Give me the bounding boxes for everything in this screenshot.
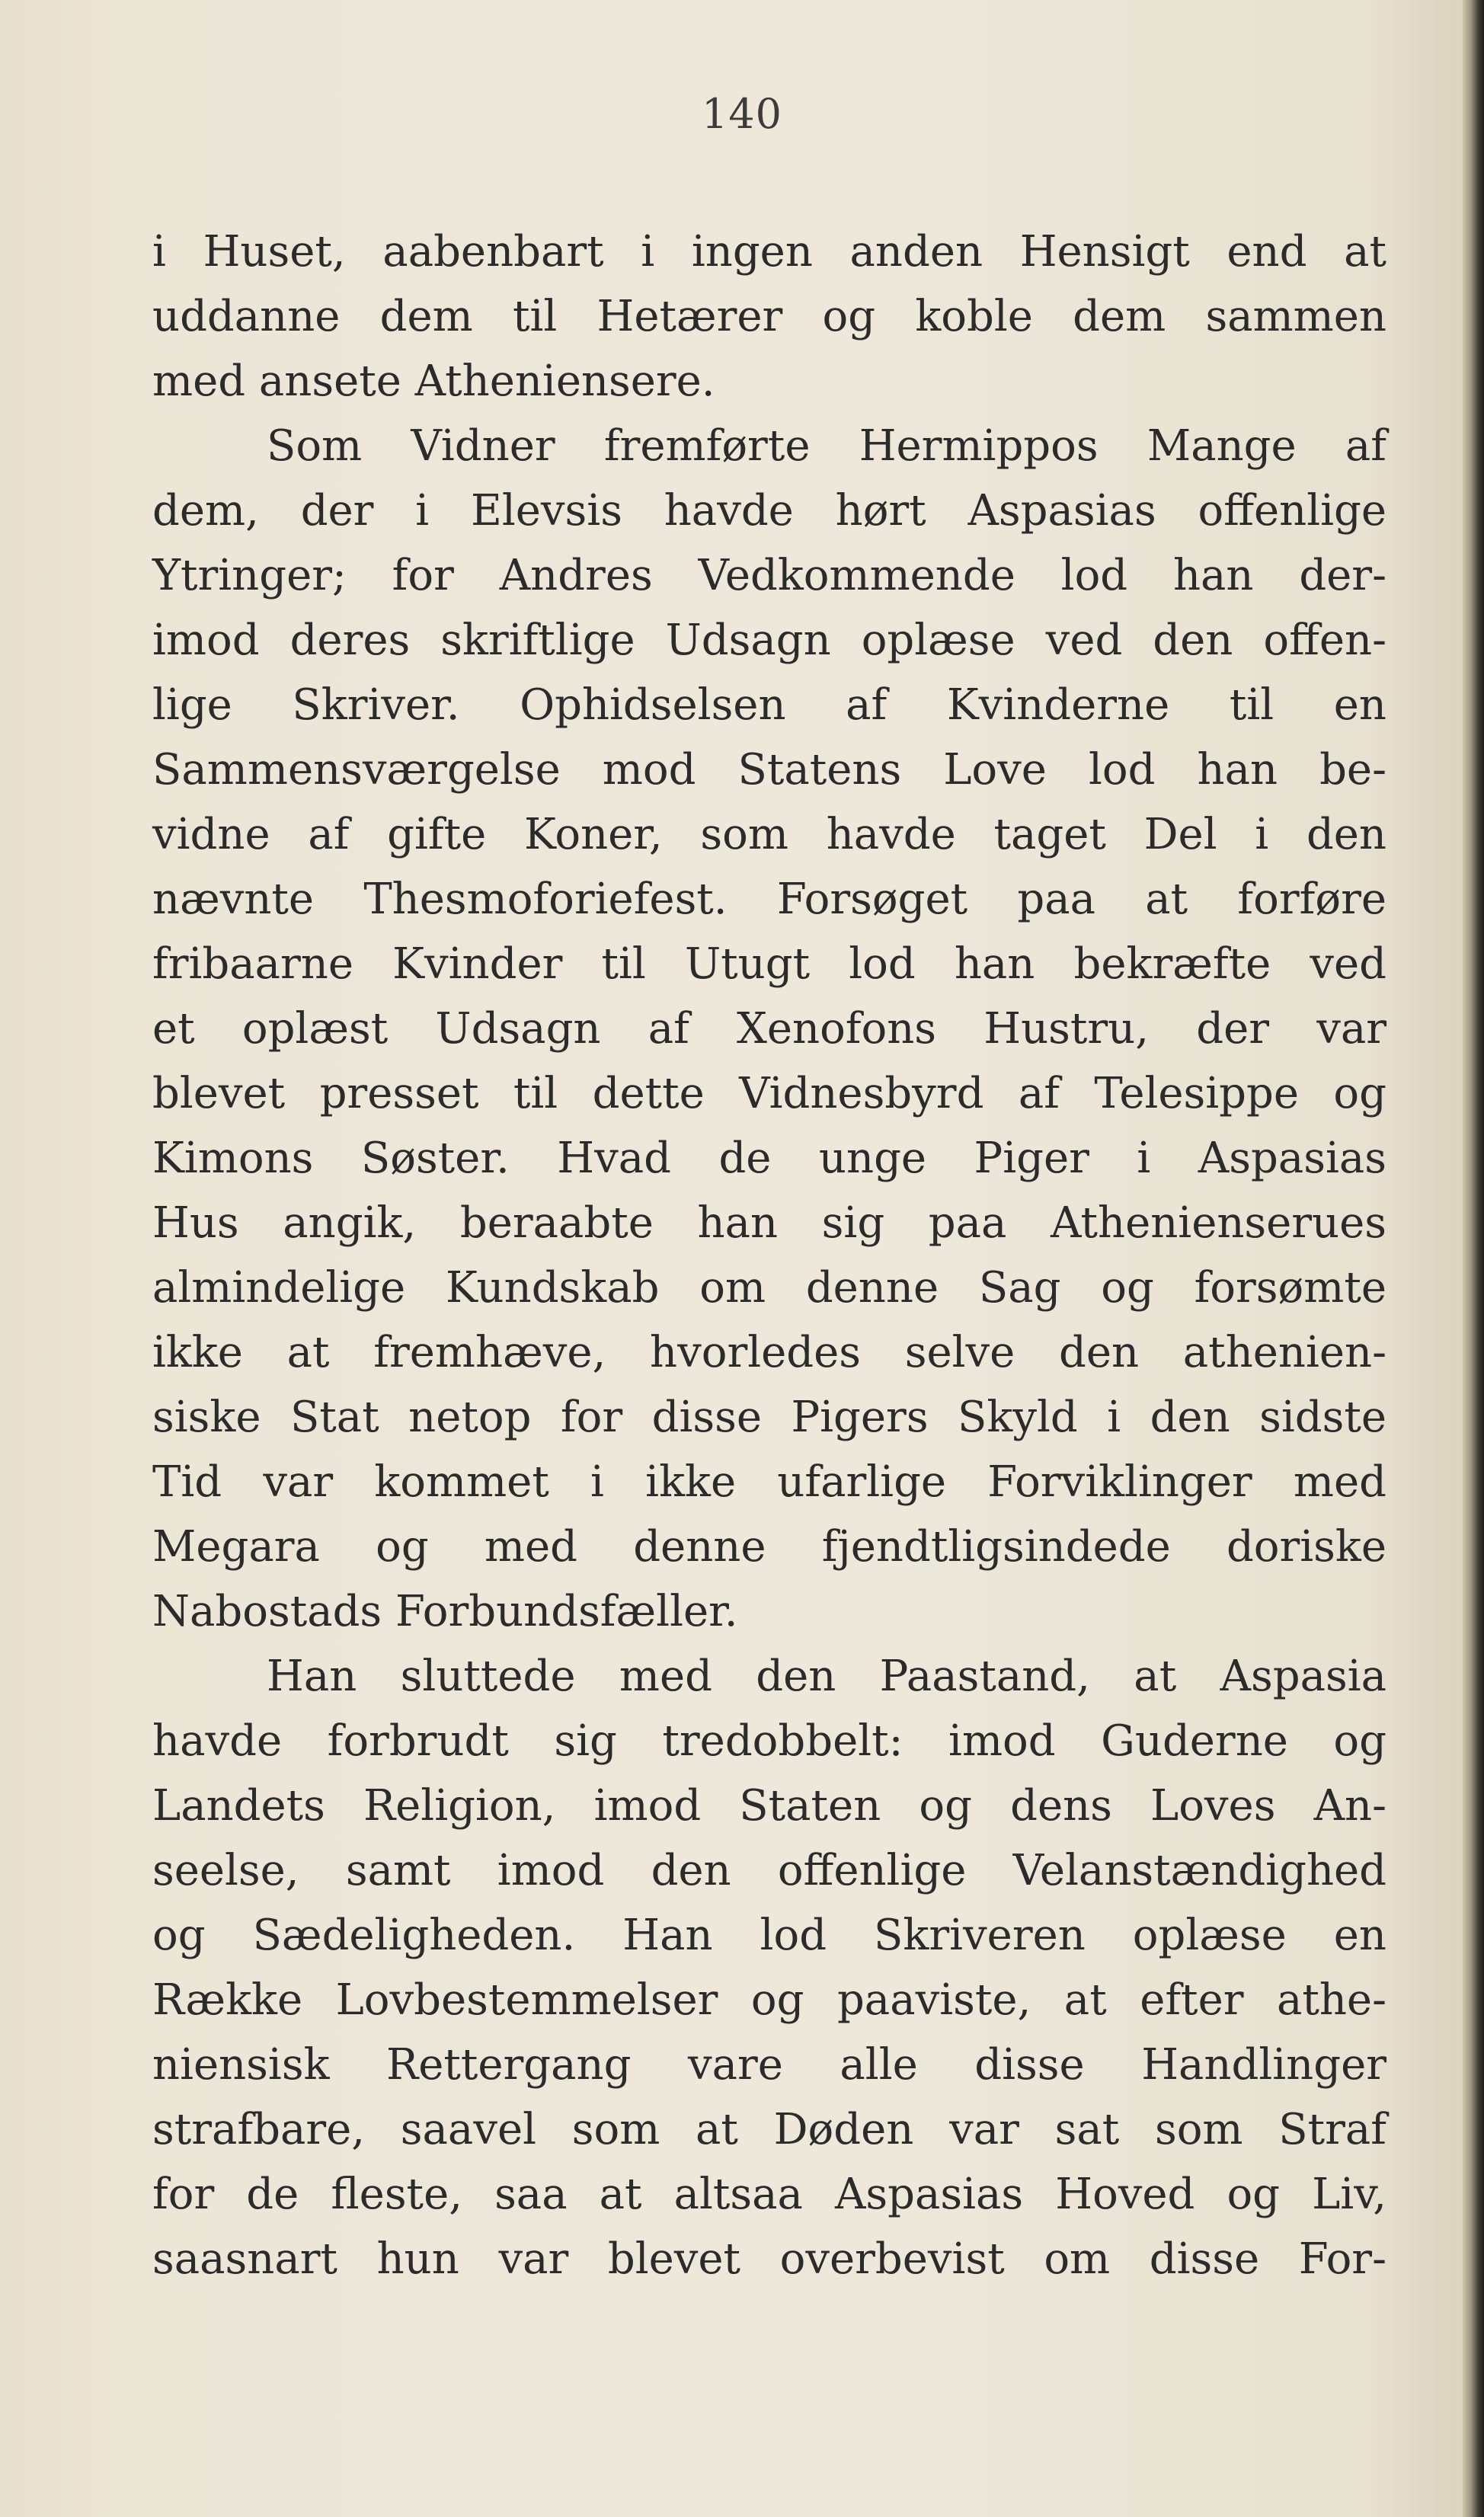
page-number: 140 <box>701 90 783 138</box>
text-line: Hus angik, beraabte han sig paa Athenienserues <box>152 1198 1386 1248</box>
text-line: Landets Religion, imod Staten og dens Loves An- <box>152 1781 1386 1831</box>
text-line: Tid var kommet i ikke ufarlige Forviklinger med <box>152 1457 1386 1507</box>
text-line: saasnart hun var blevet overbevist om disse For- <box>152 2234 1386 2284</box>
text-line: Han sluttede med den Paastand, at Aspasia <box>267 1652 1386 1701</box>
body-text <box>152 219 1386 2292</box>
text-line: for de fleste, saa at altsaa Aspasias Hoved og Liv, <box>152 2170 1386 2219</box>
text-line: et oplæst Udsagn af Xenofons Hustru, der var <box>152 1004 1386 1054</box>
text-line: Som Vidner fremførte Hermippos Mange af <box>267 421 1386 471</box>
text-line: blevet presset til dette Vidnesbyrd af Telesippe og <box>152 1069 1386 1118</box>
text-line: i Huset, aabenbart i ingen anden Hensigt end at <box>152 227 1386 277</box>
text-line: lige Skriver. Ophidselsen af Kvinderne til en <box>152 680 1386 730</box>
text-line: havde forbrudt sig tredobbelt: imod Guderne og <box>152 1716 1386 1766</box>
text-line: og Sædeligheden. Han lod Skriveren oplæse en <box>152 1911 1386 1960</box>
text-line: almindelige Kundskab om denne Sag og forsømte <box>152 1263 1386 1313</box>
text-line: seelse, samt imod den offenlige Velanstændighed <box>152 1846 1386 1895</box>
text-line: fribaarne Kvinder til Utugt lod han bekræfte ved <box>152 939 1386 989</box>
text-line: nævnte Thesmoforiefest. Forsøget paa at forføre <box>152 875 1386 924</box>
text-line: Række Lovbestemmelser og paaviste, at efter athe- <box>152 1975 1386 2025</box>
text-line: Sammensværgelse mod Statens Love lod han be- <box>152 745 1386 795</box>
text-line: imod deres skriftlige Udsagn oplæse ved den offen- <box>152 616 1386 665</box>
text-line: ikke at fremhæve, hvorledes selve den athenien- <box>152 1328 1386 1377</box>
text-line: strafbare, saavel som at Døden var sat som Straf <box>152 2105 1386 2154</box>
page-edge <box>1463 0 1484 2517</box>
text-line: Nabostads Forbundsfæller. <box>152 1587 738 1636</box>
text-line: med ansete Atheniensere. <box>152 357 715 406</box>
text-line: dem, der i Elevsis havde hørt Aspasias offenlige <box>152 486 1386 536</box>
text-line: siske Stat netop for disse Pigers Skyld i den sidste <box>152 1393 1386 1442</box>
text-line: Ytringer; for Andres Vedkommende lod han der- <box>152 551 1386 600</box>
text-line: Megara og med denne fjendtligsindede doriske <box>152 1522 1386 1572</box>
text-line: vidne af gifte Koner, som havde taget Del i den <box>152 810 1386 859</box>
text-line: niensisk Rettergang vare alle disse Handlinger <box>152 2040 1386 2090</box>
text-line: Kimons Søster. Hvad de unge Piger i Aspasias <box>152 1134 1386 1183</box>
text-line: uddanne dem til Hetærer og koble dem sammen <box>152 292 1386 341</box>
